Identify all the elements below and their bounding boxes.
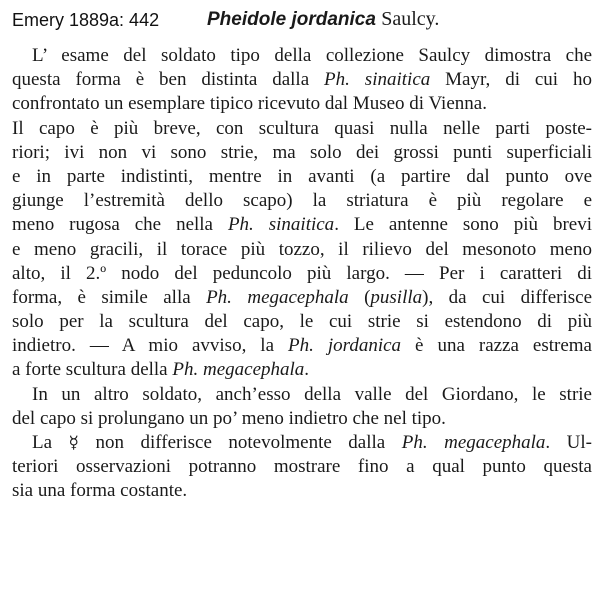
text-line: e meno gracili, il torace più tozzo, il rilievo del mesonoto meno (12, 238, 592, 260)
citation-label: Emery 1889a: 442 (12, 10, 160, 30)
text-line: a forte scultura della Ph. megacephala. (12, 359, 310, 381)
text-line: giunge l’estremità dello scapo) la striatura è più regolare e (12, 190, 592, 212)
text-line: L’ esame del soldato tipo della collezione Saulcy dimostra che (32, 45, 592, 66)
species-author: Saulcy. (381, 8, 440, 30)
worker-symbol-icon: ☿ (68, 433, 79, 453)
taxon-name: Ph. megacephala (206, 286, 349, 308)
text-line: e in parte indistinti, mentre in avanti (a partire dal punto ove (12, 165, 592, 187)
text-line: riori; ivi non vi sono strie, ma solo dei grossi punti superficiali (12, 141, 592, 163)
text-line: forma, è simile alla Ph. megacephala (pusilla), da cui differisce (12, 286, 592, 308)
taxon-name: Ph. sinaitica (324, 69, 431, 91)
text-line: del capo si prolungano un po’ meno indietro che nel tipo. (12, 407, 446, 429)
text-line: teriori osservazioni potranno mostrare fino a qual punto questa (12, 456, 592, 478)
species-name: Pheidole jordanica (207, 9, 376, 30)
taxon-name: Ph. megacephala (401, 432, 546, 453)
taxon-name: pusilla (370, 286, 423, 308)
text-line: La ☿ non differisce notevolmente dalla Ph. megacephala. Ul- (32, 432, 592, 453)
taxon-name: Ph. sinaitica (227, 214, 335, 236)
text-line: In un altro soldato, anch’esso della valle del Giordano, le strie (32, 383, 592, 405)
header (12, 8, 612, 38)
body-text (12, 44, 592, 504)
text-line: sia una forma costante. (12, 480, 188, 502)
text-line: indietro. — A mio avviso, la Ph. jordanica è una razza estrema (12, 335, 592, 357)
species-title (207, 8, 439, 31)
text-line: confrontato un esemplare tipico ricevuto dal Museo di Vienna. (12, 93, 487, 115)
text-line: alto, il 2.º nodo del peduncolo più largo. — Per i caratteri di (12, 262, 592, 284)
text-line: solo per la scultura del capo, le cui strie si estendono di più (12, 311, 592, 333)
text-line: Il capo è più breve, con scultura quasi nulla nelle parti poste- (12, 117, 592, 139)
text-line: questa forma è ben distinta dalla Ph. sinaitica Mayr, di cui ho (12, 69, 592, 91)
text-line: meno rugosa che nella Ph. sinaitica. Le antenne sono più brevi (12, 214, 592, 236)
taxon-name: Ph. megacephala (172, 359, 305, 381)
taxon-name: Ph. jordanica (288, 335, 402, 357)
